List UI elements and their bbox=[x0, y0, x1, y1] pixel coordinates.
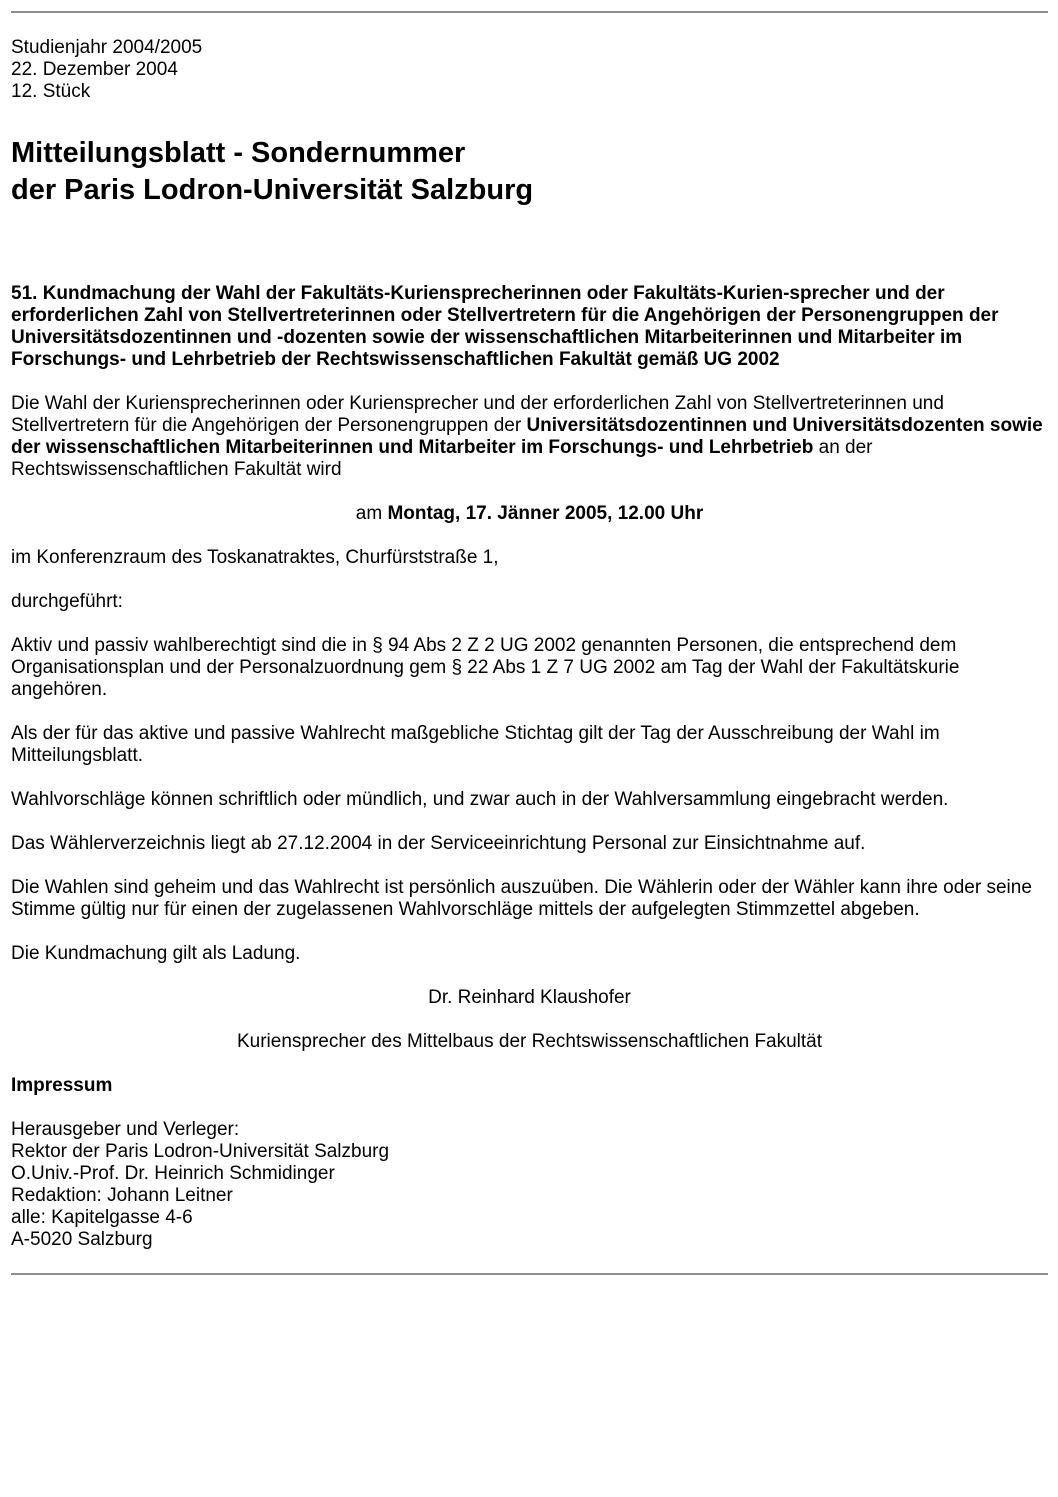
paragraph-eligibility: Aktiv und passiv wahlberechtigt sind die in § 94 Abs 2 Z 2 UG 2002 genannten Personen, die entsprechend dem Organisationsplan und der Personalzuordnung gem § 22 Abs 1 Z 7 UG 2002 am Tag der Wahl der Fakultätskurie angehören. bbox=[11, 635, 960, 700]
header-meta bbox=[11, 37, 1048, 103]
meta-line-studienjahr: Studienjahr 2004/2005 bbox=[11, 37, 203, 58]
impressum-line-redaktion: Redaktion: Johann Leitner bbox=[11, 1185, 233, 1206]
page-title bbox=[11, 135, 1048, 209]
impressum-line-plz: A-5020 Salzburg bbox=[11, 1229, 153, 1250]
intro-part1: Die Wahl der Kuriensprecherinnen oder Kuriensprecher und der erforderlichen Zahl von Stellvertreterinnen und Stellvertretern für die Angehörigen der Personengruppen der bbox=[11, 393, 944, 436]
impressum-line-prof: O.Univ.-Prof. Dr. Heinrich Schmidinger bbox=[11, 1163, 335, 1184]
paragraph-geheime-wahl: Die Wahlen sind geheim und das Wahlrecht ist persönlich auszuüben. Die Wählerin oder der Wähler kann ihre oder seine Stimme gültig nur für einen der zugelassenen Wahlvorschläge mittels der aufgelegten Stimmzettel abgeben. bbox=[11, 877, 1032, 920]
impressum-line-adresse: alle: Kapitelgasse 4-6 bbox=[11, 1207, 193, 1228]
page-title-line2: der Paris Lodron-Universität Salzburg bbox=[11, 174, 534, 206]
date-prefix: am bbox=[355, 503, 388, 524]
impressum-heading: Impressum bbox=[11, 1075, 113, 1096]
paragraph-stichtag: Als der für das aktive und passive Wahlrecht maßgebliche Stichtag gilt der Tag der Ausschreibung der Wahl im Mitteilungsblatt. bbox=[11, 723, 940, 766]
impressum-line-herausgeber: Herausgeber und Verleger: bbox=[11, 1119, 240, 1140]
intro-part2-bold: Universitätsdozentinnen und Universitätsdozenten sowie der wissenschaftlichen Mitarbeiterinnen und Mitarbeiter im Forschungs- und Lehrbetrieb bbox=[11, 415, 1043, 458]
intro-paragraph bbox=[11, 393, 1048, 481]
meta-line-date: 22. Dezember 2004 bbox=[11, 59, 178, 80]
impressum-line-rektor: Rektor der Paris Lodron-Universität Salzburg bbox=[11, 1141, 390, 1162]
paragraph-ladung: Die Kundmachung gilt als Ladung. bbox=[11, 943, 301, 964]
top-divider bbox=[11, 11, 1048, 13]
signature-role: Kuriensprecher des Mittelbaus der Rechtswissenschaftlichen Fakultät bbox=[236, 1031, 823, 1052]
conducted-line: durchgeführt: bbox=[11, 591, 123, 612]
intro-part3: an der Rechtswissenschaftlichen Fakultät wird bbox=[11, 437, 873, 480]
bottom-divider bbox=[11, 1273, 1048, 1275]
signature-name: Dr. Reinhard Klaushofer bbox=[428, 987, 631, 1008]
impressum-block bbox=[11, 1119, 1048, 1251]
date-value: Montag, 17. Jänner 2005, 12.00 Uhr bbox=[387, 503, 704, 524]
announcement-heading: 51. Kundmachung der Wahl der Fakultäts-Kuriensprecherinnen oder Fakultäts-Kurien-sprecher und der erforderlichen Zahl von Stellvertreterinnen oder Stellvertretern für die Angehörigen der Personengruppen der Universitätsdozentinnen und -dozenten sowie der wissenschaftlichen Mitarbeiterinnen und Mitarbeiter im Forschungs- und Lehrbetrieb der Rechtswissenschaftlichen Fakultät gemäß UG 2002 bbox=[11, 283, 999, 370]
election-date-line bbox=[11, 503, 1048, 525]
paragraph-wahlvorschlaege: Wahlvorschläge können schriftlich oder mündlich, und zwar auch in der Wahlversammlung eingebracht werden. bbox=[11, 789, 949, 810]
meta-line-stueck: 12. Stück bbox=[11, 81, 91, 102]
page-title-line1: Mitteilungsblatt - Sondernummer bbox=[11, 137, 466, 169]
location-line: im Konferenzraum des Toskanatraktes, Churfürststraße 1, bbox=[11, 547, 499, 568]
paragraph-waehlerverzeichnis: Das Wählerverzeichnis liegt ab 27.12.2004 in der Serviceeinrichtung Personal zur Einsichtnahme auf. bbox=[11, 833, 866, 854]
